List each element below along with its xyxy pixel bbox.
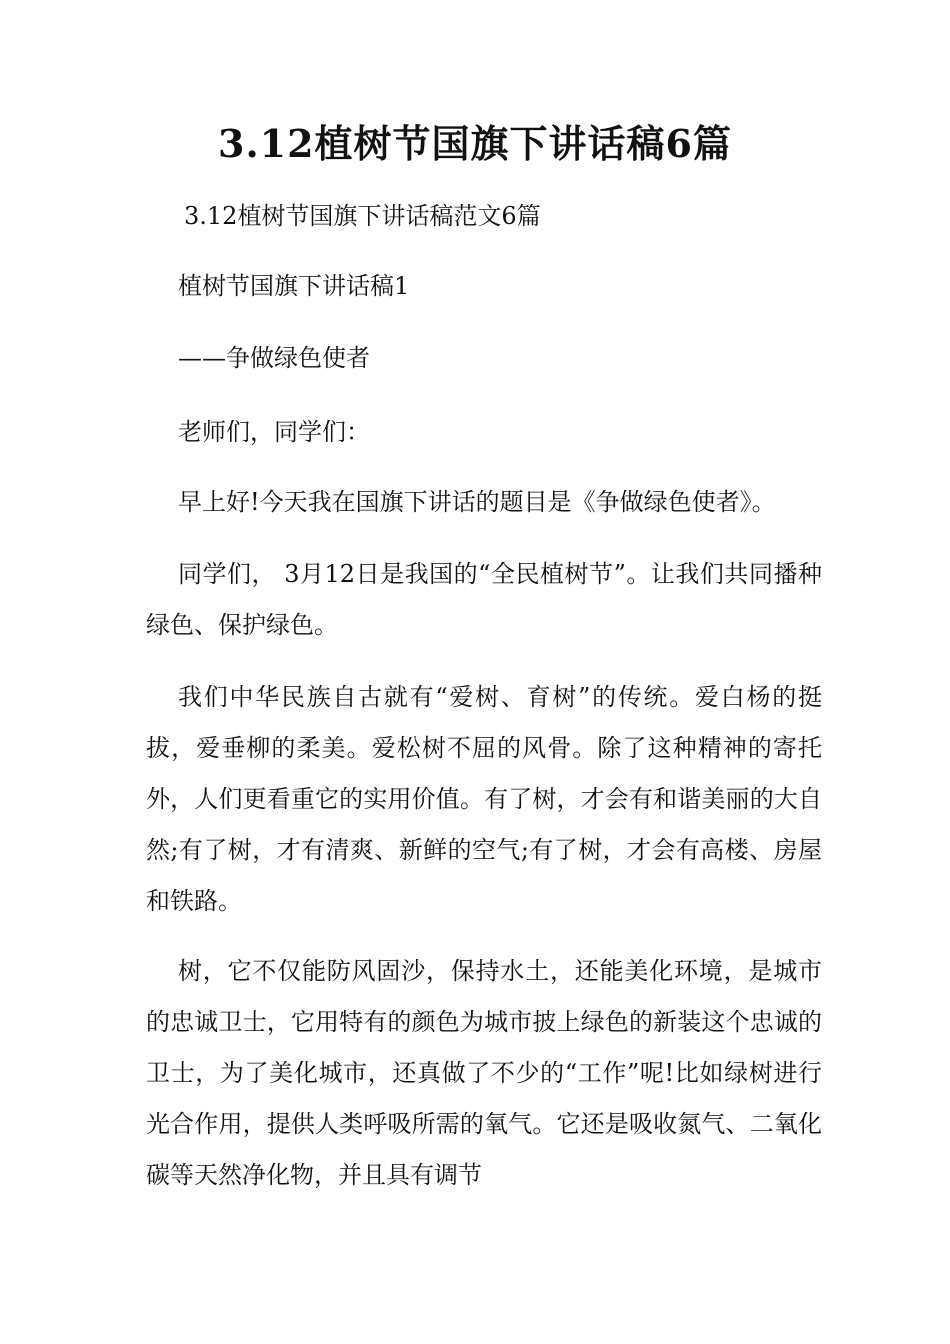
greeting: 早上好!今天我在国旗下讲话的题目是《争做绿色使者》。 [178,488,776,516]
salutation: 老师们，同学们： [178,418,370,446]
paragraph-3: 树，它不仅能防风固沙，保持水土，还能美化环境，是城市的忠诚卫士，它用特有的颜色为城市披上绿色的新装这个忠诚的卫士，为了美化城市，还真做了不少的“工作”呢!比如绿树进行光合作用，提供人类呼吸所需的氧气。它还是吸收氮气、二氧化碳等天然净化物，并且具有调节 [146,957,822,1189]
paragraph-1: 同学们， 3月12日是我国的“全民植树节”。让我们共同播种绿色、保护绿色。 [146,560,822,639]
paragraph-2: 我们中华民族自古就有“爱树、育树”的传统。爱白杨的挺拔，爱垂柳的柔美。爱松树不屈的风骨。除了这种精神的寄托外，人们更看重它的实用价值。有了树，才会有和谐美丽的大自然;有了树，才有清爽、新鲜的空气;有了树，才会有高楼、房屋和铁路。 [146,683,822,915]
section-heading: 植树节国旗下讲话稿1 [178,272,410,300]
speech-subtitle: ——争做绿色使者 [178,344,370,372]
document-title: 3.12植树节国旗下讲话稿6篇 [218,121,732,166]
document-subtitle: 3.12植树节国旗下讲话稿范文6篇 [184,202,541,230]
